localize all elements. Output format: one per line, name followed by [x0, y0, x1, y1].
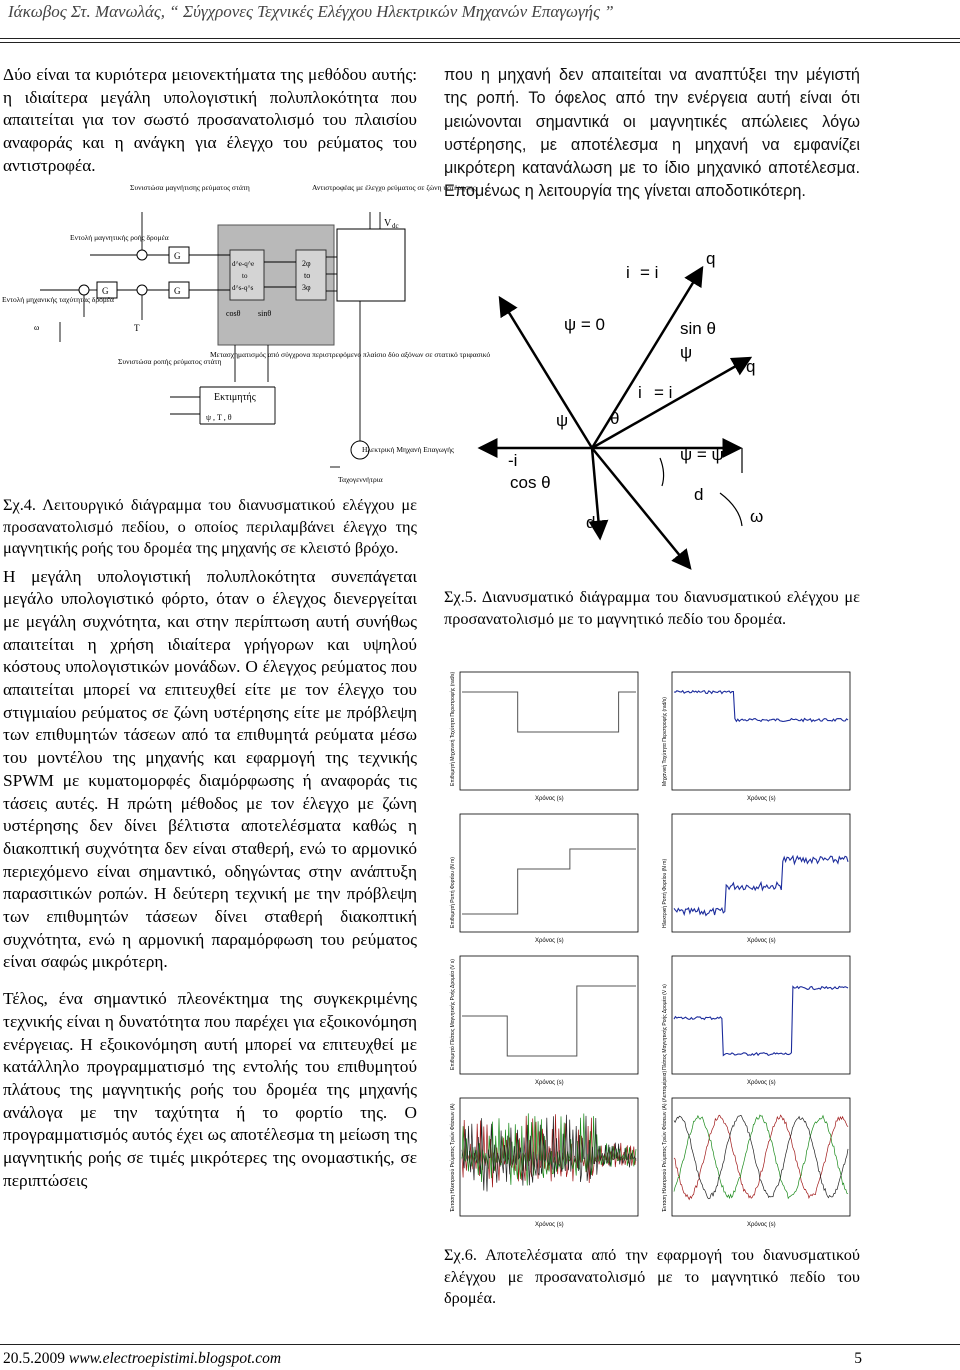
label-psi-qr-zero: ψ = 0	[564, 315, 605, 334]
label-to-1: to	[242, 272, 248, 280]
label-estimator: Εκτιμητής	[214, 392, 256, 403]
label-vdc-sub: dc	[392, 222, 399, 230]
running-header: Ιάκωβος Στ. Μανωλάς, “ Σύγχρονες Τεχνικές Ελέγχου Ηλεκτρικών Μηχανών Επαγωγής ”	[8, 2, 614, 21]
label-iqs: i	[626, 263, 630, 282]
figure-6-xlabel-1: Χρόνος (s)	[535, 796, 564, 802]
footer-left	[3, 1350, 281, 1368]
figure-6-caption: Σχ.6. Αποτελέσματα από την εφαρμογή του διανυσματικού ελέγχου με προσανατολισμό με το μαγνητικό πεδίο του δρομέα.	[444, 1245, 860, 1307]
label-transform-caption: Μετασχηματισμός από σύγχρονα περιστρεφόμενο πλαίσιο δύο αξόνων σε στατικό τριφασικό	[210, 350, 491, 359]
figure-6-ylabel-5: Επιθυμητό Πλάτος Μαγνητικής Ροής Δρομέα (V s)	[450, 959, 456, 1070]
figure-6-xlabel-8: Χρόνος (s)	[747, 1222, 776, 1228]
left-column-body	[3, 494, 417, 1192]
footer-date: 20.5.2009	[3, 1350, 65, 1367]
label-minus-iqs: -i	[508, 451, 518, 470]
paragraph-3: Τέλος, ένα σημαντικό πλεονέκτημα της συγκεκριμένης τεχνικής είναι η δυνατότητα που παρέχει για εξοικονόμηση ενέργειας. Η εξοικονόμηση αυτή μπορεί να επιτευχθεί με κατάλληλο προγραμματισμό της εντολής του επιθυμητού πλάτους της μαγνητικής ροής του δρομέα της μηχανής ανάλογα με την ταχύτητα ή το φορτίο της. Ο προγραμματισμός αυτός έχει ως αποτέλεσμα τη μείωση της μαγνητικής ροής σε τιμές μικρότερες της ονομαστικής, σε περιπτώσεις	[3, 989, 417, 1190]
label-qe: q	[706, 249, 716, 268]
figure-6-panel-1	[449, 671, 638, 802]
label-torque-current-component: Συνιστώσα ροπής ρεύματος στάτη	[118, 357, 222, 366]
label-de: d	[694, 485, 704, 504]
label-omega-r: ω	[34, 323, 40, 332]
label-tacho: Ταχογεννήτρια	[338, 475, 383, 484]
paragraph-2: Η μεγάλη υπολογιστική πολυπλοκότητα συνεπάγεται μεγάλο υπολογιστικό φόρτο, όταν ο έλεγχος διενεργείται με μεγάλη συχνότητα, και στην περίπτωση αυτή συνήθως απαιτείται η χρήση ιδιαίτερα γρήγορων και υψηλού κόστους υπολογιστικών μονάδων. Ο έλεγχος ρεύματος που απαιτείται μπορεί να επιτευχθεί είτε με τον έλεγχο του στιγμιαίου ρεύματος σε ζώνη υστέρησης είτε με πρόβλεψη των επιθυμητών τάσεων από τα επιθυμητά ρεύματα μέσω του μοντέλου της μηχανής και εφαρμογή της τεχνικής SPWM με κυματομορφές διαμόρφωσης ή αναφοράς τις τάσεις αυτές. Η πρώτη μέθοδος με τον έλεγχο με ζώνη υστέρησης δεν δίνει βέλτιστα αποτελέσματα καθώς η διακοπτική συχνότητα δεν είναι σταθερή, ενώ το αρμονικό περιεχόμενο είναι σημαντικό, οδηγώντας στην ανάπτυξη παρασιτικών ροπών. Η δεύτερη τεχνική με την πρόβλεψη των επιθυμητών τάσεων δίνει σταθερή διακοπτική συχνότητα, ενώ η αρμονική παραμόρφωση του ρεύματος είναι σαφώς μικρότερη.	[3, 566, 417, 972]
label-psi-qr-s: ψ	[680, 343, 693, 362]
label-estimator-out: ψ , T , θ	[206, 413, 232, 422]
figure-6-xlabel-6: Χρόνος (s)	[747, 1080, 776, 1086]
figure-5-caption: Σχ.5. Διανυσματικό διάγραμμα του διανυσματικού ελέγχου με προσανατολισμό με το μαγνητικό πεδίο του δρομέα.	[444, 587, 860, 628]
label-sin-theta: sinθ	[258, 309, 272, 318]
header-rule	[0, 38, 960, 39]
inverter-block	[337, 229, 405, 301]
header-rule-2	[0, 42, 960, 43]
figure-6-panel-2	[661, 672, 850, 802]
footer-site: www.electroepistimi.blogspot.com	[68, 1350, 282, 1367]
figure-4-caption: Σχ.4. Λειτουργικό διάγραμμα του διανυσματικού ελέγχου με προσανατολισμό πεδίου, ο οποίος περιλαμβάνει έλεγχο της μαγνητικής ροής του δρομέα της μηχανής σε κλειστό βρόχο.	[3, 495, 417, 557]
figure-6-ylabel-1: Επιθυμητή Μηχανική Ταχύτητα Περιστροφής (rad/s)	[450, 671, 456, 786]
figure-6-panel-8	[661, 1071, 850, 1228]
phase-transform	[296, 250, 326, 300]
figure-6-panel-3	[449, 814, 638, 944]
label-tc: T	[134, 323, 140, 333]
label-ds: d	[586, 513, 596, 532]
footer-page-number: 5	[854, 1350, 862, 1367]
figure-6-xlabel-2: Χρόνος (s)	[747, 796, 776, 802]
label-cos-theta-e: cos θ	[510, 473, 551, 492]
figure-6-results-grid	[440, 668, 860, 1238]
label-cos-theta: cosθ	[226, 309, 241, 318]
left-column-top	[3, 64, 417, 178]
label-psi-r: ψ = ψ	[680, 445, 724, 464]
label-iqs-eq: = i	[640, 263, 659, 282]
label-sin-theta-e: sin θ	[680, 319, 716, 338]
label-speed-command: Εντολή μηχανικής ταχύτητας δρομέα	[2, 295, 114, 304]
figure-4-block-diagram	[0, 182, 491, 487]
figure-6-xlabel-3: Χρόνος (s)	[535, 938, 564, 944]
figure-6-ylabel-4: Ηλεκτρική Ροπή Φορτίου (N m)	[662, 858, 668, 928]
figure-6-xlabel-5: Χρόνος (s)	[535, 1080, 564, 1086]
figure-6-panel-5	[449, 956, 638, 1086]
label-ds-qs: d^s-q^s	[232, 284, 254, 292]
figure-6-xlabel-4: Χρόνος (s)	[747, 938, 776, 944]
label-flux-current-component: Συνιστώσα μαγνήτισης ρεύματος στάτη	[130, 183, 250, 192]
intro-paragraph: Δύο είναι τα κυριότερα μειονεκτήματα της μεθόδου αυτής: η ιδιαίτερα μεγάλη υπολογιστική πολυπλοκότητα που απαιτείται για τον σωστό προσανατολισμό του πλαισίου αναφοράς και η ανάγκη για έλεγχο του ρεύματος του αντιστροφέα.	[3, 65, 417, 175]
label-flux-command: Εντολή μαγνητικής ροής δρομέα	[70, 233, 169, 242]
right-paragraph-1: που η μηχανή δεν απαιτείται να αναπτύξει την μέγιστή της ροπή. Το όφελος από την ενέργεια αυτή είναι ότι μειώνονται σημαντικά οι μαγνητικές απώλειες λόγω υστέρησης, με αποτέλεσμα η μηχανή να εμφανίζει μικρότερη κατανάλωση με το ίδιο μηχανικό αποτέλεσμα. Επομένως η λειτουργία της γίνεται αποδοτικότερη.	[444, 66, 860, 201]
label-ids-eq: = i	[654, 383, 673, 402]
label-g1: G	[102, 286, 109, 296]
footer-rule	[0, 1344, 960, 1345]
figure-6-panel-4	[661, 814, 850, 944]
figure-6-panel-6	[661, 956, 850, 1086]
figure-6-ylabel-3: Επιθυμητή Ροπή Φορτίου (N m)	[450, 857, 456, 928]
figure-6-ylabel-6: Πλάτος Μαγνητικής Ροής Δρομέα (V s)	[662, 984, 668, 1070]
label-g3: G	[174, 286, 181, 296]
label-inverter: Αντιστροφέας με έλεγχο ρεύματος σε ζώνη υστέρησης	[312, 183, 476, 192]
label-dq: d^e-q^e	[232, 260, 255, 268]
figure-6-panel-7	[449, 1098, 638, 1228]
right-column-top	[444, 64, 860, 204]
label-theta-e: θ	[610, 409, 620, 428]
figure-6-ylabel-2: Μηχανική Ταχύτητα Περιστροφής (rad/s)	[662, 697, 668, 786]
label-3phi: 3φ	[302, 283, 311, 292]
label-omega-e: ω	[750, 507, 764, 526]
figure-5-vector-diagram	[440, 238, 860, 578]
label-motor: Ηλεκτρική Μηχανή Επαγωγής	[362, 445, 454, 454]
label-psi-dr-s: ψ	[556, 411, 569, 430]
figure-6-xlabel-7: Χρόνος (s)	[535, 1222, 564, 1228]
label-2phi: 2φ	[302, 259, 311, 268]
label-qs: q	[746, 357, 756, 376]
label-g2: G	[174, 251, 181, 261]
label-to-2: to	[304, 271, 311, 280]
label-ids: i	[638, 383, 642, 402]
label-vdc: V	[384, 218, 392, 229]
figure-6-ylabel-7: Ένταση Ηλεκτρικού Ρεύματος Τριών Φάσεων (A)	[450, 1103, 456, 1212]
figure-6-ylabel-8: Ένταση Ηλεκτρικού Ρεύματος Τριών Φάσεων (A) (Λεπτομέρεια)	[662, 1070, 668, 1212]
